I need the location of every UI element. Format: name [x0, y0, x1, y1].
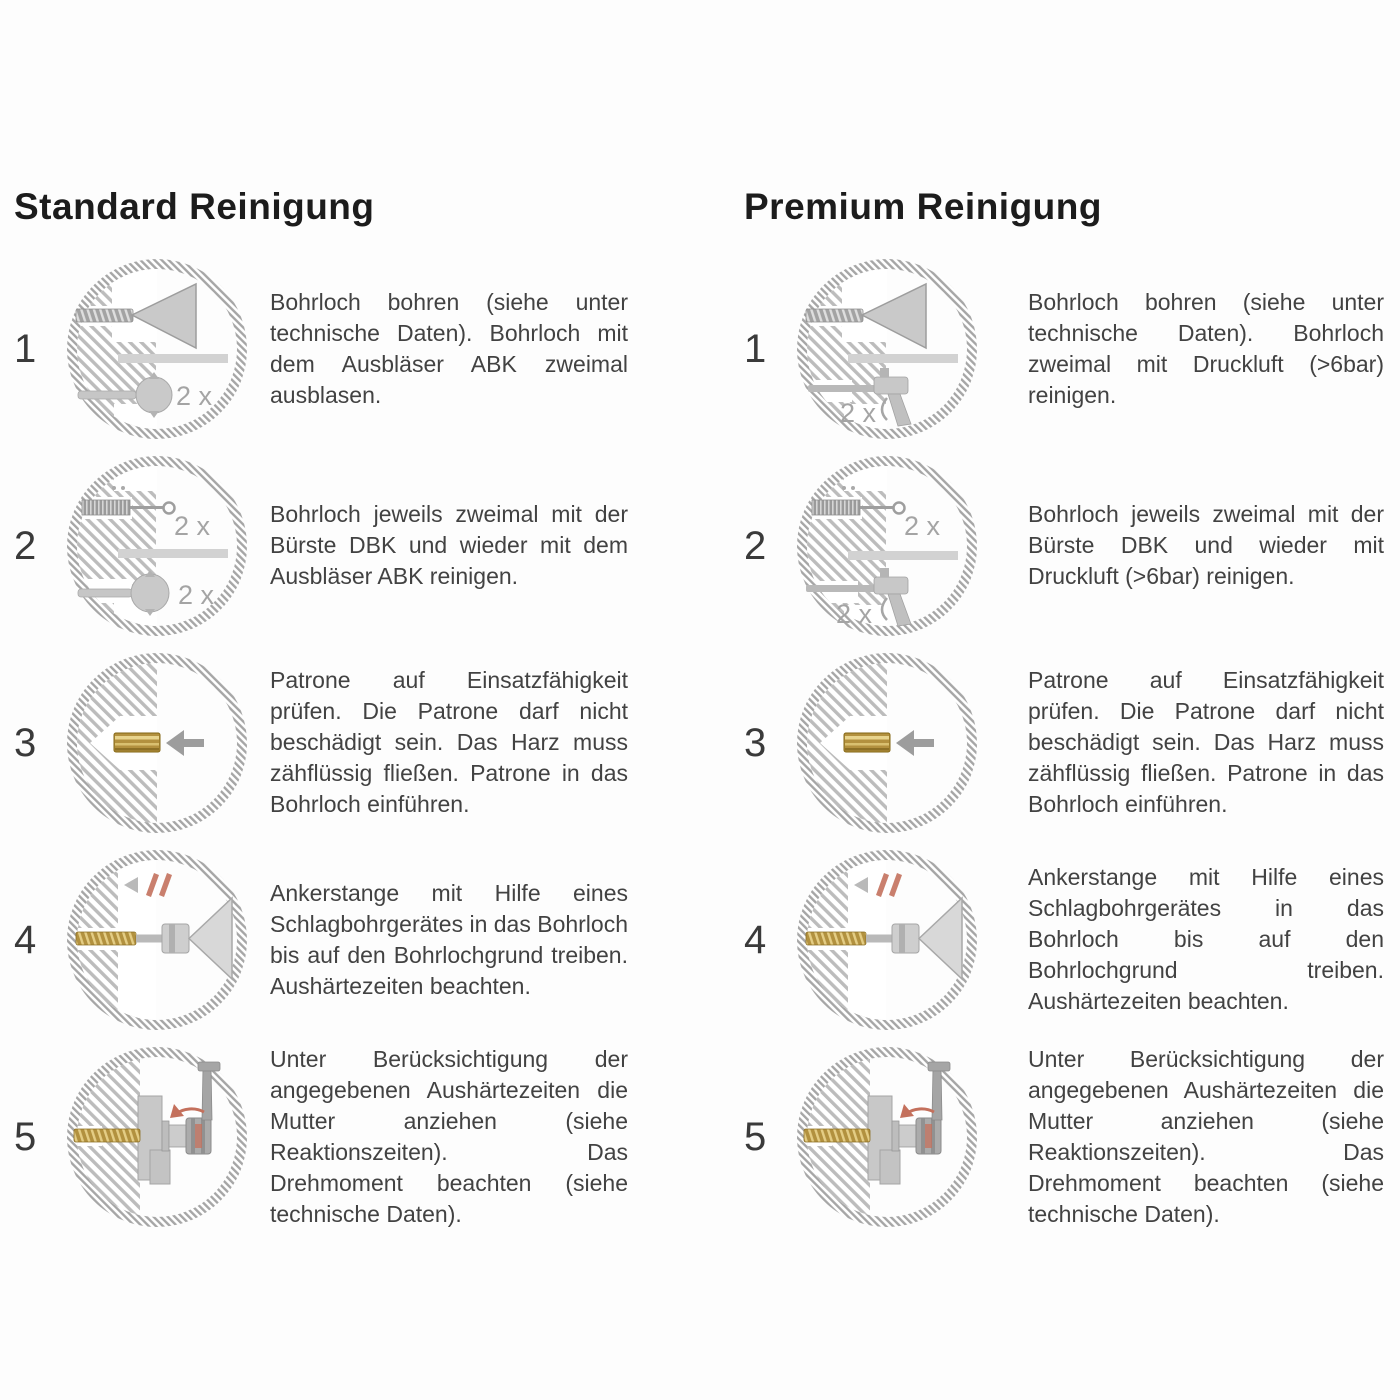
standard-step-2: [14, 447, 682, 644]
anchor-rod-icon: [74, 1129, 140, 1142]
anchor-drive-illustration: [792, 845, 982, 1035]
step-text: Bohrloch jeweils zweimal mit der Bürste DBK und wieder mit dem Ausbläser ABK reinigen.: [270, 501, 628, 589]
surface-bar: [118, 549, 228, 558]
surface-bar: [848, 551, 958, 560]
anchor-drive-illustration: [62, 845, 252, 1035]
standard-steps: [14, 250, 682, 1235]
step-text: Ankerstange mit Hilfe eines Schlagbohrgerätes in das Bohrloch bis auf den Bohrlochgrund treiben. Aushärtezeiten beachten.: [270, 879, 629, 999]
drill-chuck-icon: [162, 924, 189, 953]
step-text: Bohrloch bohren (siehe unter technische Daten). Bohrloch mit dem Ausbläser ABK zweimal ausblasen.: [270, 288, 628, 408]
standard-step-3: [14, 644, 682, 841]
surface-bar: [118, 354, 228, 363]
drill-and-blowout-illustration: [62, 254, 252, 444]
anchor-rod-icon: [76, 932, 136, 945]
step-number: 5: [744, 1114, 767, 1159]
tighten-nut-illustration: [62, 1042, 252, 1232]
repeat-count-label: 2 x: [174, 510, 211, 541]
nut-icon: [169, 1125, 186, 1147]
repeat-count-label: 2 x: [178, 579, 215, 610]
rod-shaft: [136, 934, 164, 942]
anchor-rod-icon: [806, 932, 866, 945]
repeat-count-label: 2 x: [176, 380, 213, 411]
step-number: 3: [14, 720, 37, 765]
standard-title: Standard Reinigung: [14, 186, 375, 227]
drill-bit-icon: [76, 309, 133, 322]
cartridge-icon: [114, 733, 160, 752]
nut-icon: [899, 1125, 916, 1147]
tighten-nut-illustration: [792, 1042, 982, 1232]
step-number: 1: [14, 326, 37, 371]
rotation-arrow-icon: [900, 1104, 934, 1118]
washer-icon: [162, 1121, 169, 1151]
cartridge-insert-illustration: [62, 648, 252, 838]
step-text: Ankerstange mit Hilfe eines Schlagbohrgerätes in das Bohrloch bis auf den Bohrlochgrund treiben. Aushärtezeiten beachten.: [1028, 864, 1384, 1014]
standard-step-5: [14, 1038, 682, 1235]
premium-steps: [744, 250, 1400, 1235]
premium-step-5: [744, 1038, 1400, 1235]
drill-cone-icon: [189, 898, 232, 979]
step-text: Bohrloch bohren (siehe unter technische Daten). Bohrloch zweimal mit Druckluft (>6bar) reinigen.: [1028, 288, 1384, 408]
repeat-count-label: 2 x: [904, 510, 941, 541]
step-text: Patrone auf Einsatzfähigkeit prüfen. Die Patrone darf nicht beschädigt sein. Das Harz muss zähflüssig fließen. Patrone in das Bohrloch einführen.: [1028, 667, 1384, 817]
insert-arrow-icon: [896, 730, 934, 756]
cartridge-insert-illustration: [792, 648, 982, 838]
step-number: 4: [14, 917, 37, 962]
standard-column: [14, 186, 682, 1235]
drill-bit-icon: [806, 309, 863, 322]
premium-step-2: [744, 447, 1400, 644]
surface-bar: [848, 354, 958, 363]
cartridge-icon: [844, 733, 890, 752]
premium-step-3: [744, 644, 1400, 841]
step-number: 5: [14, 1114, 37, 1159]
standard-step-1: [14, 250, 682, 447]
step-text: Unter Berücksichtigung der angegebenen Aushärtezeiten die Mutter anziehen (siehe Reaktionszeiten). Das Drehmoment beachten (siehe technische Daten).: [1028, 1045, 1384, 1227]
step-number: 4: [744, 917, 767, 962]
anchor-rod-icon: [804, 1129, 870, 1142]
rotation-arrow-icon: [170, 1104, 204, 1118]
insert-arrow-icon: [166, 730, 204, 756]
step-number: 3: [744, 720, 767, 765]
step-number: 2: [744, 523, 767, 568]
repeat-count-label: 2 x: [840, 397, 877, 428]
drill-chuck-icon: [892, 924, 919, 953]
step-text: Bohrloch jeweils zweimal mit der Bürste DBK und wieder mit Druckluft (>6bar) reinigen.: [1028, 501, 1384, 589]
premium-step-1: [744, 250, 1400, 447]
washer-icon: [892, 1121, 899, 1151]
rod-shaft: [866, 934, 894, 942]
step-text: Unter Berücksichtigung der angegebenen Aushärtezeiten die Mutter anziehen (siehe Reaktionszeiten). Das Drehmoment beachten (siehe technische Daten).: [270, 1045, 628, 1227]
drill-cone-icon: [919, 898, 962, 979]
brush-and-blowout-illustration: [62, 451, 252, 641]
premium-column: [744, 186, 1400, 1235]
premium-step-4: [744, 841, 1400, 1038]
drill-and-airgun-illustration: [792, 254, 982, 444]
step-number: 1: [744, 326, 767, 371]
premium-title: Premium Reinigung: [744, 186, 1102, 227]
repeat-count-label: 2 x: [836, 598, 873, 629]
step-number: 2: [14, 523, 37, 568]
brush-and-airgun-illustration: [792, 451, 982, 641]
step-text: Patrone auf Einsatzfähigkeit prüfen. Die Patrone darf nicht beschädigt sein. Das Harz muss zähflüssig fließen. Patrone in das Bohrloch einführen.: [270, 667, 628, 817]
standard-step-4: [14, 841, 682, 1038]
